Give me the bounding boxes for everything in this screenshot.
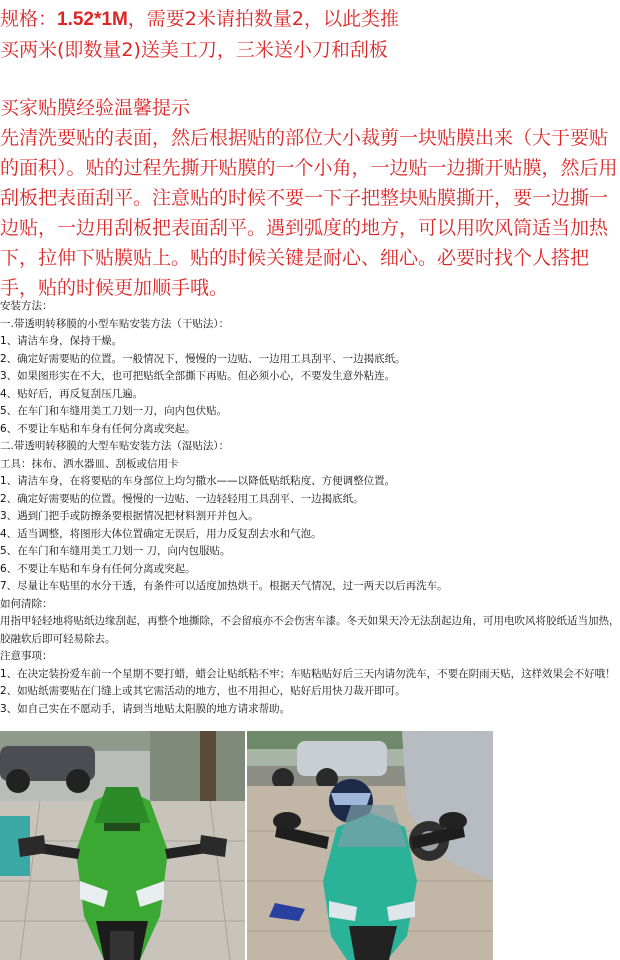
section1-step: 2、确定好需要贴的位置。一般情况下，慢慢的一边贴、一边用工具刮平、一边揭底纸。 — [0, 352, 406, 365]
section2-title: 二.带透明转移膜的大型车贴安装方法（湿贴法）： — [0, 440, 230, 452]
section2-tools: 工具：抹布、洒水器皿、刮板或信用卡 — [0, 457, 179, 470]
section2-step: 2、确定好需要贴的位置。慢慢的一边贴、一边轻轻用工具刮平、一边揭底纸。 — [0, 492, 364, 505]
section1-step: 5、在车门和车缝用美工刀划一刀，向内包伏贴。 — [0, 405, 228, 417]
section1-step: 4、贴好后，再反复刮压几遍。 — [0, 387, 144, 400]
removal-title: 如何清除： — [0, 597, 53, 610]
note-item: 3、如自己实在不愿动手，请到当地贴太阳膜的地方请求帮助。 — [0, 702, 291, 715]
spec-value: 1.52*1M — [57, 9, 128, 30]
section2-step: 4、适当调整，将图形大体位置确定无误后，用力反复刮去水和气泡。 — [0, 527, 322, 540]
note-item: 2、如贴纸需要贴在门缝上或其它需活动的地方，也不用担心，贴好后用快刀裁开即可。 — [0, 685, 406, 697]
section2-step: 3、遇到门把手或防擦条要根据情况把材料割开并包入。 — [0, 510, 259, 522]
section2-step: 1、请洁车身，在将要贴的车身部位上均匀撒水——以降低贴纸粘度、方便调整位置。 — [0, 475, 396, 487]
tips-title: 买家贴膜经验温馨提示 — [0, 97, 191, 119]
section1-step: 1、请洁车身，保持干燥。 — [0, 335, 123, 347]
removal-text: 用指甲轻轻地将贴纸边缘刮起，再整个地撕除，不会留痕亦不会伤害车漆。冬天如果天冷无法刮起边角，可用电吹风将胶纸适当加热，胶融软后即可轻易除去。 — [0, 615, 620, 645]
guide-heading: 安装方法： — [0, 300, 53, 312]
teal-motorcycle-photo — [247, 731, 493, 960]
section1-step: 3、如果图形实在不大，也可把贴纸全部撕下再贴。但必须小心，不要发生意外粘连。 — [0, 370, 396, 382]
section2-step: 7、尽量让车贴里的水分干透，有条件可以适度加热烘干。根据天气情况，过一两天以后再洗车。 — [0, 580, 448, 592]
spec-line-2: 买两米(即数量2)送美工刀，三米送小刀和刮板 — [0, 39, 388, 61]
notes-title: 注意事项： — [0, 650, 53, 662]
section1-title: 一.带透明转移膜的小型车贴安装方法（干贴法）： — [0, 317, 230, 330]
product-photos — [0, 731, 493, 960]
spec-block — [0, 4, 620, 65]
tips-body: 先清洗要贴的表面，然后根据贴的部位大小裁剪一块贴膜出来（大于要贴的面积）。贴的过程先撕开贴膜的一个小角，一边贴一边撕开贴膜，然后用刮板把表面刮平。注意贴的时候不要一下子把整块贴膜撕开，要一边撕一边贴，一边用刮板把表面刮平。遇到弧度的地方，可以用吹风筒适当加热下，拉伸下贴膜贴上。贴的时候关键是耐心、细心。必要时找个人搭把手，贴的时候更加顺手哦。 — [0, 127, 618, 299]
section2-step: 6、不要让车贴和车身有任何分离或突起。 — [0, 562, 196, 575]
tips-block — [0, 93, 620, 303]
green-motorcycle-photo — [0, 731, 245, 960]
section1-step: 6、不要让车贴和车身有任何分离或突起。 — [0, 422, 196, 435]
install-guide — [0, 298, 620, 718]
section2-step: 5、在车门和车缝用美工刀划一 刀，向内包服贴。 — [0, 545, 231, 557]
spec-line-1: 规格：1.52*1M，需要2米请拍数量2，以此类推 — [0, 8, 399, 30]
note-item: 1、在决定装扮爱车前一个星期不要打蜡，蜡会让贴纸粘不牢；车贴粘贴好后三天内请勿洗车，不要在阴雨天贴，这样效果会不好哦！ — [0, 667, 616, 680]
